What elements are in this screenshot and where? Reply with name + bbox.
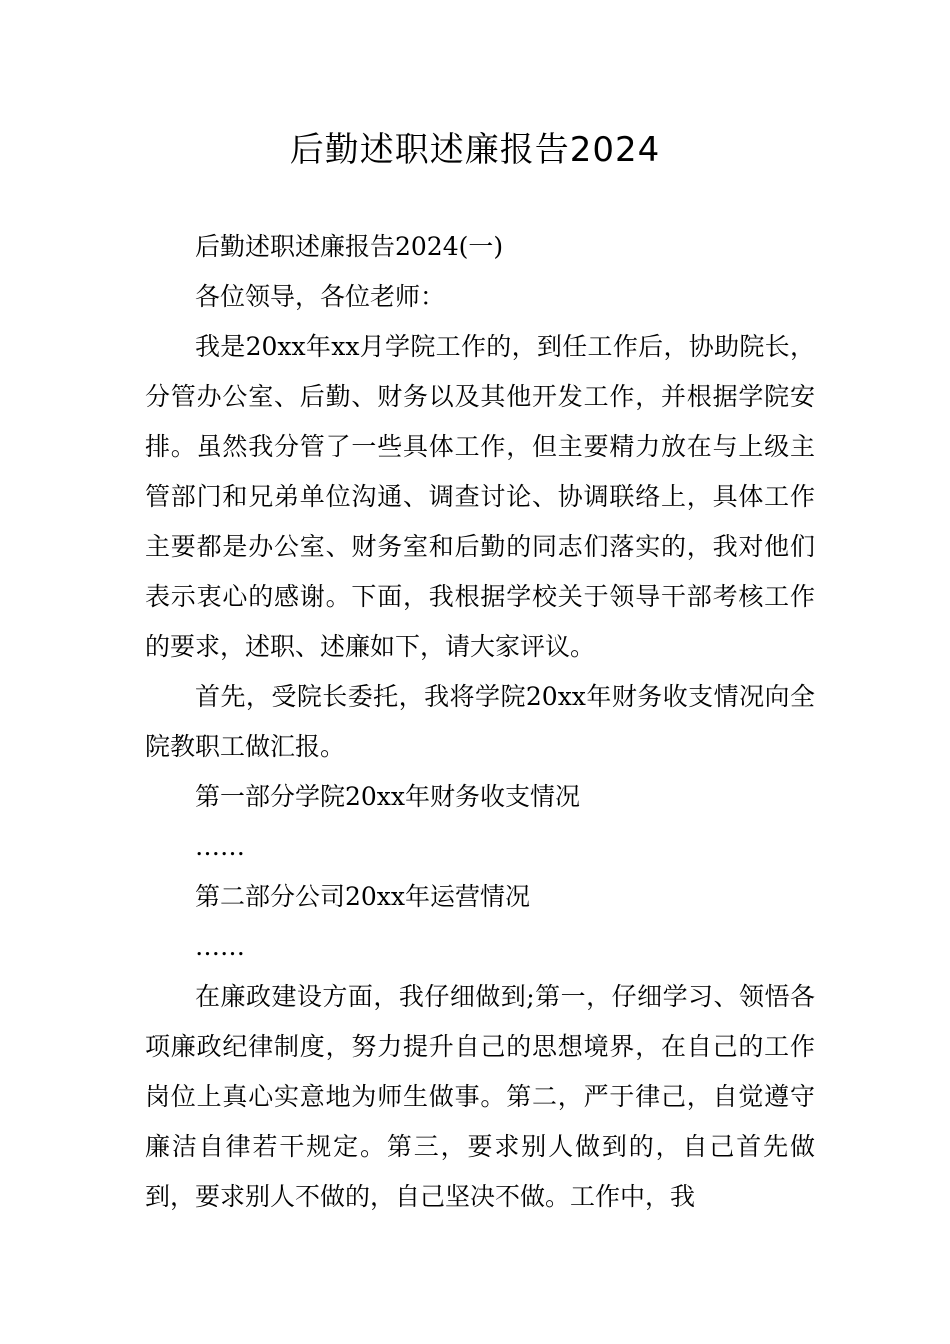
paragraph-part-one-heading: 第一部分学院20xx年财务收支情况 bbox=[195, 782, 581, 811]
document-body bbox=[145, 222, 815, 1222]
paragraph-financial-report-intro: 首先，受院长委托，我将学院20xx年财务收支情况向全院教职工做汇报。 bbox=[145, 682, 815, 761]
paragraph-ellipsis-one: …… bbox=[195, 832, 245, 861]
paragraph-subtitle: 后勤述职述廉报告2024(一) bbox=[195, 232, 504, 261]
paragraph-part-two-heading: 第二部分公司20xx年运营情况 bbox=[195, 882, 531, 911]
paragraph-integrity: 在廉政建设方面，我仔细做到;第一，仔细学习、领悟各项廉政纪律制度，努力提升自己的思想境界，在自己的工作岗位上真心实意地为师生做事。第二，严于律己，自觉遵守廉洁自律若干规定。第三，要求别人做到的，自己首先做到，要求别人不做的，自己坚决不做。工作中，我 bbox=[145, 982, 815, 1211]
paragraph-introduction: 我是20xx年xx月学院工作的，到任工作后，协助院长，分管办公室、后勤、财务以及其他开发工作，并根据学院安排。虽然我分管了一些具体工作，但主要精力放在与上级主管部门和兄弟单位沟通、调查讨论、协调联络上，具体工作主要都是办公室、财务室和后勤的同志们落实的，我对他们表示衷心的感谢。下面，我根据学校关于领导干部考核工作的要求，述职、述廉如下，请大家评议。 bbox=[145, 332, 815, 661]
document-title: 后勤述职述廉报告2024 bbox=[289, 130, 661, 170]
paragraph-ellipsis-two: …… bbox=[195, 932, 245, 961]
paragraph-salutation: 各位领导，各位老师： bbox=[195, 282, 446, 311]
